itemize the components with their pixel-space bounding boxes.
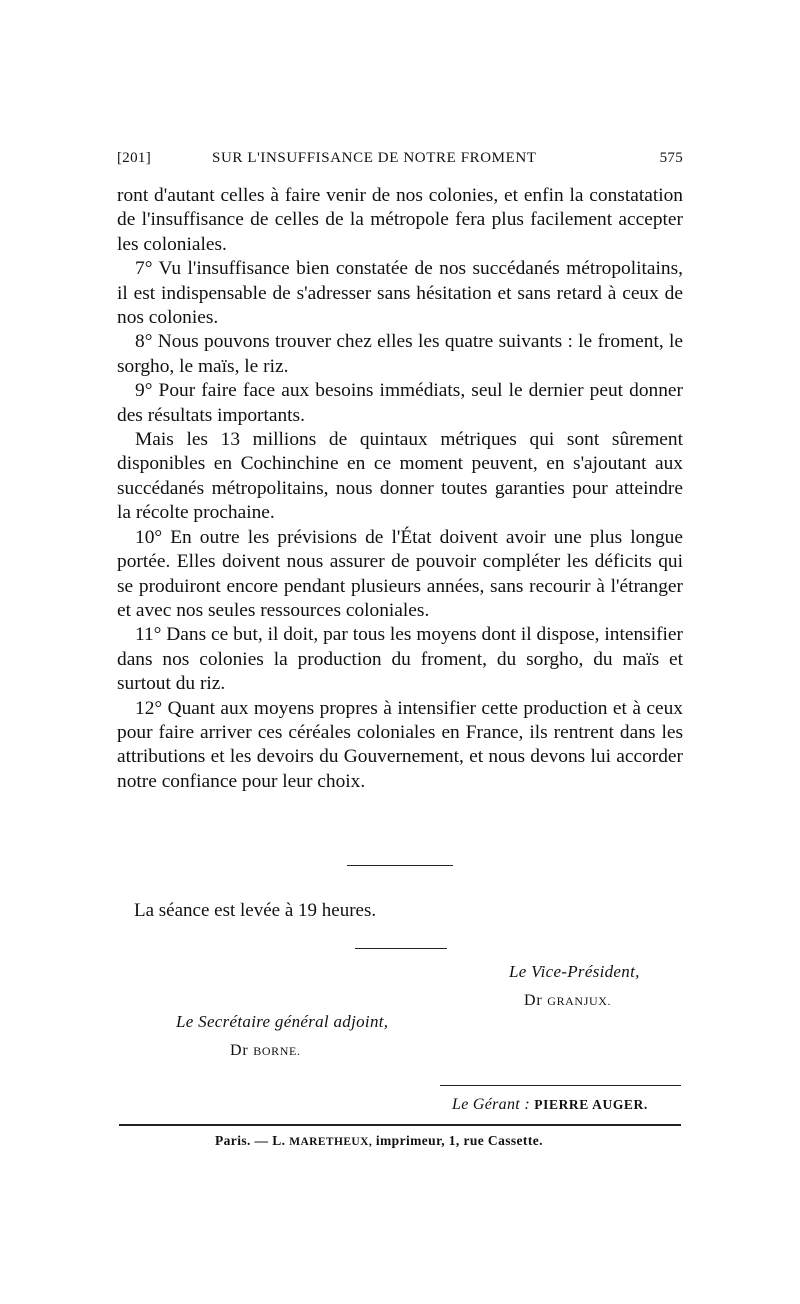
body-text: [117, 184, 683, 794]
paragraph-12: 12° Quant aux moyens propres à intensifier cette production et à ceux pour faire arriver ces céréales coloniales en France, ils rentrent dans les attributions et les devoirs du Gouvernement, et nous devons lui accorder notre confiance pour leur choix.: [117, 697, 683, 792]
separator-rule-2: [355, 948, 447, 949]
imprint-printer: MARETHEUX,: [289, 1136, 373, 1148]
secretary-surname: BORNE.: [253, 1044, 301, 1058]
page-number: 575: [659, 150, 683, 166]
vice-president-name: [524, 992, 611, 1010]
vice-president-title: Le Vice-Président,: [509, 962, 640, 981]
vice-president-surname: GRANJUX.: [547, 994, 612, 1008]
seance-closing: La séance est levée à 19 heures.: [134, 900, 377, 921]
running-title: SUR L'INSUFFISANCE DE NOTRE FROMENT: [212, 150, 537, 166]
paragraph-9: 9° Pour faire face aux besoins immédiats, seul le dernier peut donner des résultats importants.: [117, 380, 683, 426]
gerant-line: [452, 1096, 648, 1114]
secretary-title: Le Secrétaire général adjoint,: [176, 1012, 389, 1031]
footer-rule: [119, 1124, 681, 1126]
paragraph-7: 7° Vu l'insuffisance bien constatée de nos succédanés métropolitains, il est indispensable de s'adresser sans hésitation et sans retard à ceux de nos colonies.: [117, 258, 683, 329]
gerant-name: PIERRE AUGER.: [534, 1097, 648, 1112]
gerant-rule: [440, 1085, 681, 1086]
paragraph-8: 8° Nous pouvons trouver chez elles les quatre suivants : le froment, le sorgho, le maïs, le riz.: [117, 331, 683, 377]
secretary-prefix: Dr: [230, 1042, 249, 1059]
vice-president-prefix: Dr: [524, 992, 543, 1009]
gerant-label: Le Gérant :: [452, 1096, 530, 1113]
secretary-name: [230, 1042, 301, 1060]
paragraph-cochinchine: Mais les 13 millions de quintaux métriques qui sont sûrement disponibles en Cochinchine en ce moment peuvent, en s'ajoutant aux succédanés métropolitains, nous donner toutes garanties pour atteindre la récolte prochaine.: [117, 429, 683, 524]
paragraph-continuation: ront d'autant celles à faire venir de nos colonies, et enfin la constatation de l'insuffisance de celles de la métropole fera plus facilement accepter les coloniales.: [117, 185, 683, 255]
paragraph-11: 11° Dans ce but, il doit, par tous les moyens dont il dispose, intensifier dans nos colonies la production du froment, du sorgho, du maïs et surtout du riz.: [117, 624, 683, 695]
imprint-city: Paris. — L.: [215, 1133, 286, 1148]
imprint-address: imprimeur, 1, rue Cassette.: [375, 1133, 543, 1148]
paragraph-10: 10° En outre les prévisions de l'État doivent avoir une plus longue portée. Elles doivent nous assurer de pouvoir compléter les déficits qui se produiront encore pendant plusieurs années, sans recourir à l'étranger et avec nos seules ressources coloniales.: [117, 526, 683, 621]
running-head: [117, 150, 683, 172]
printer-imprint: [215, 1133, 543, 1149]
separator-rule-1: [347, 865, 453, 866]
page-number-bracket: [201]: [117, 150, 151, 166]
